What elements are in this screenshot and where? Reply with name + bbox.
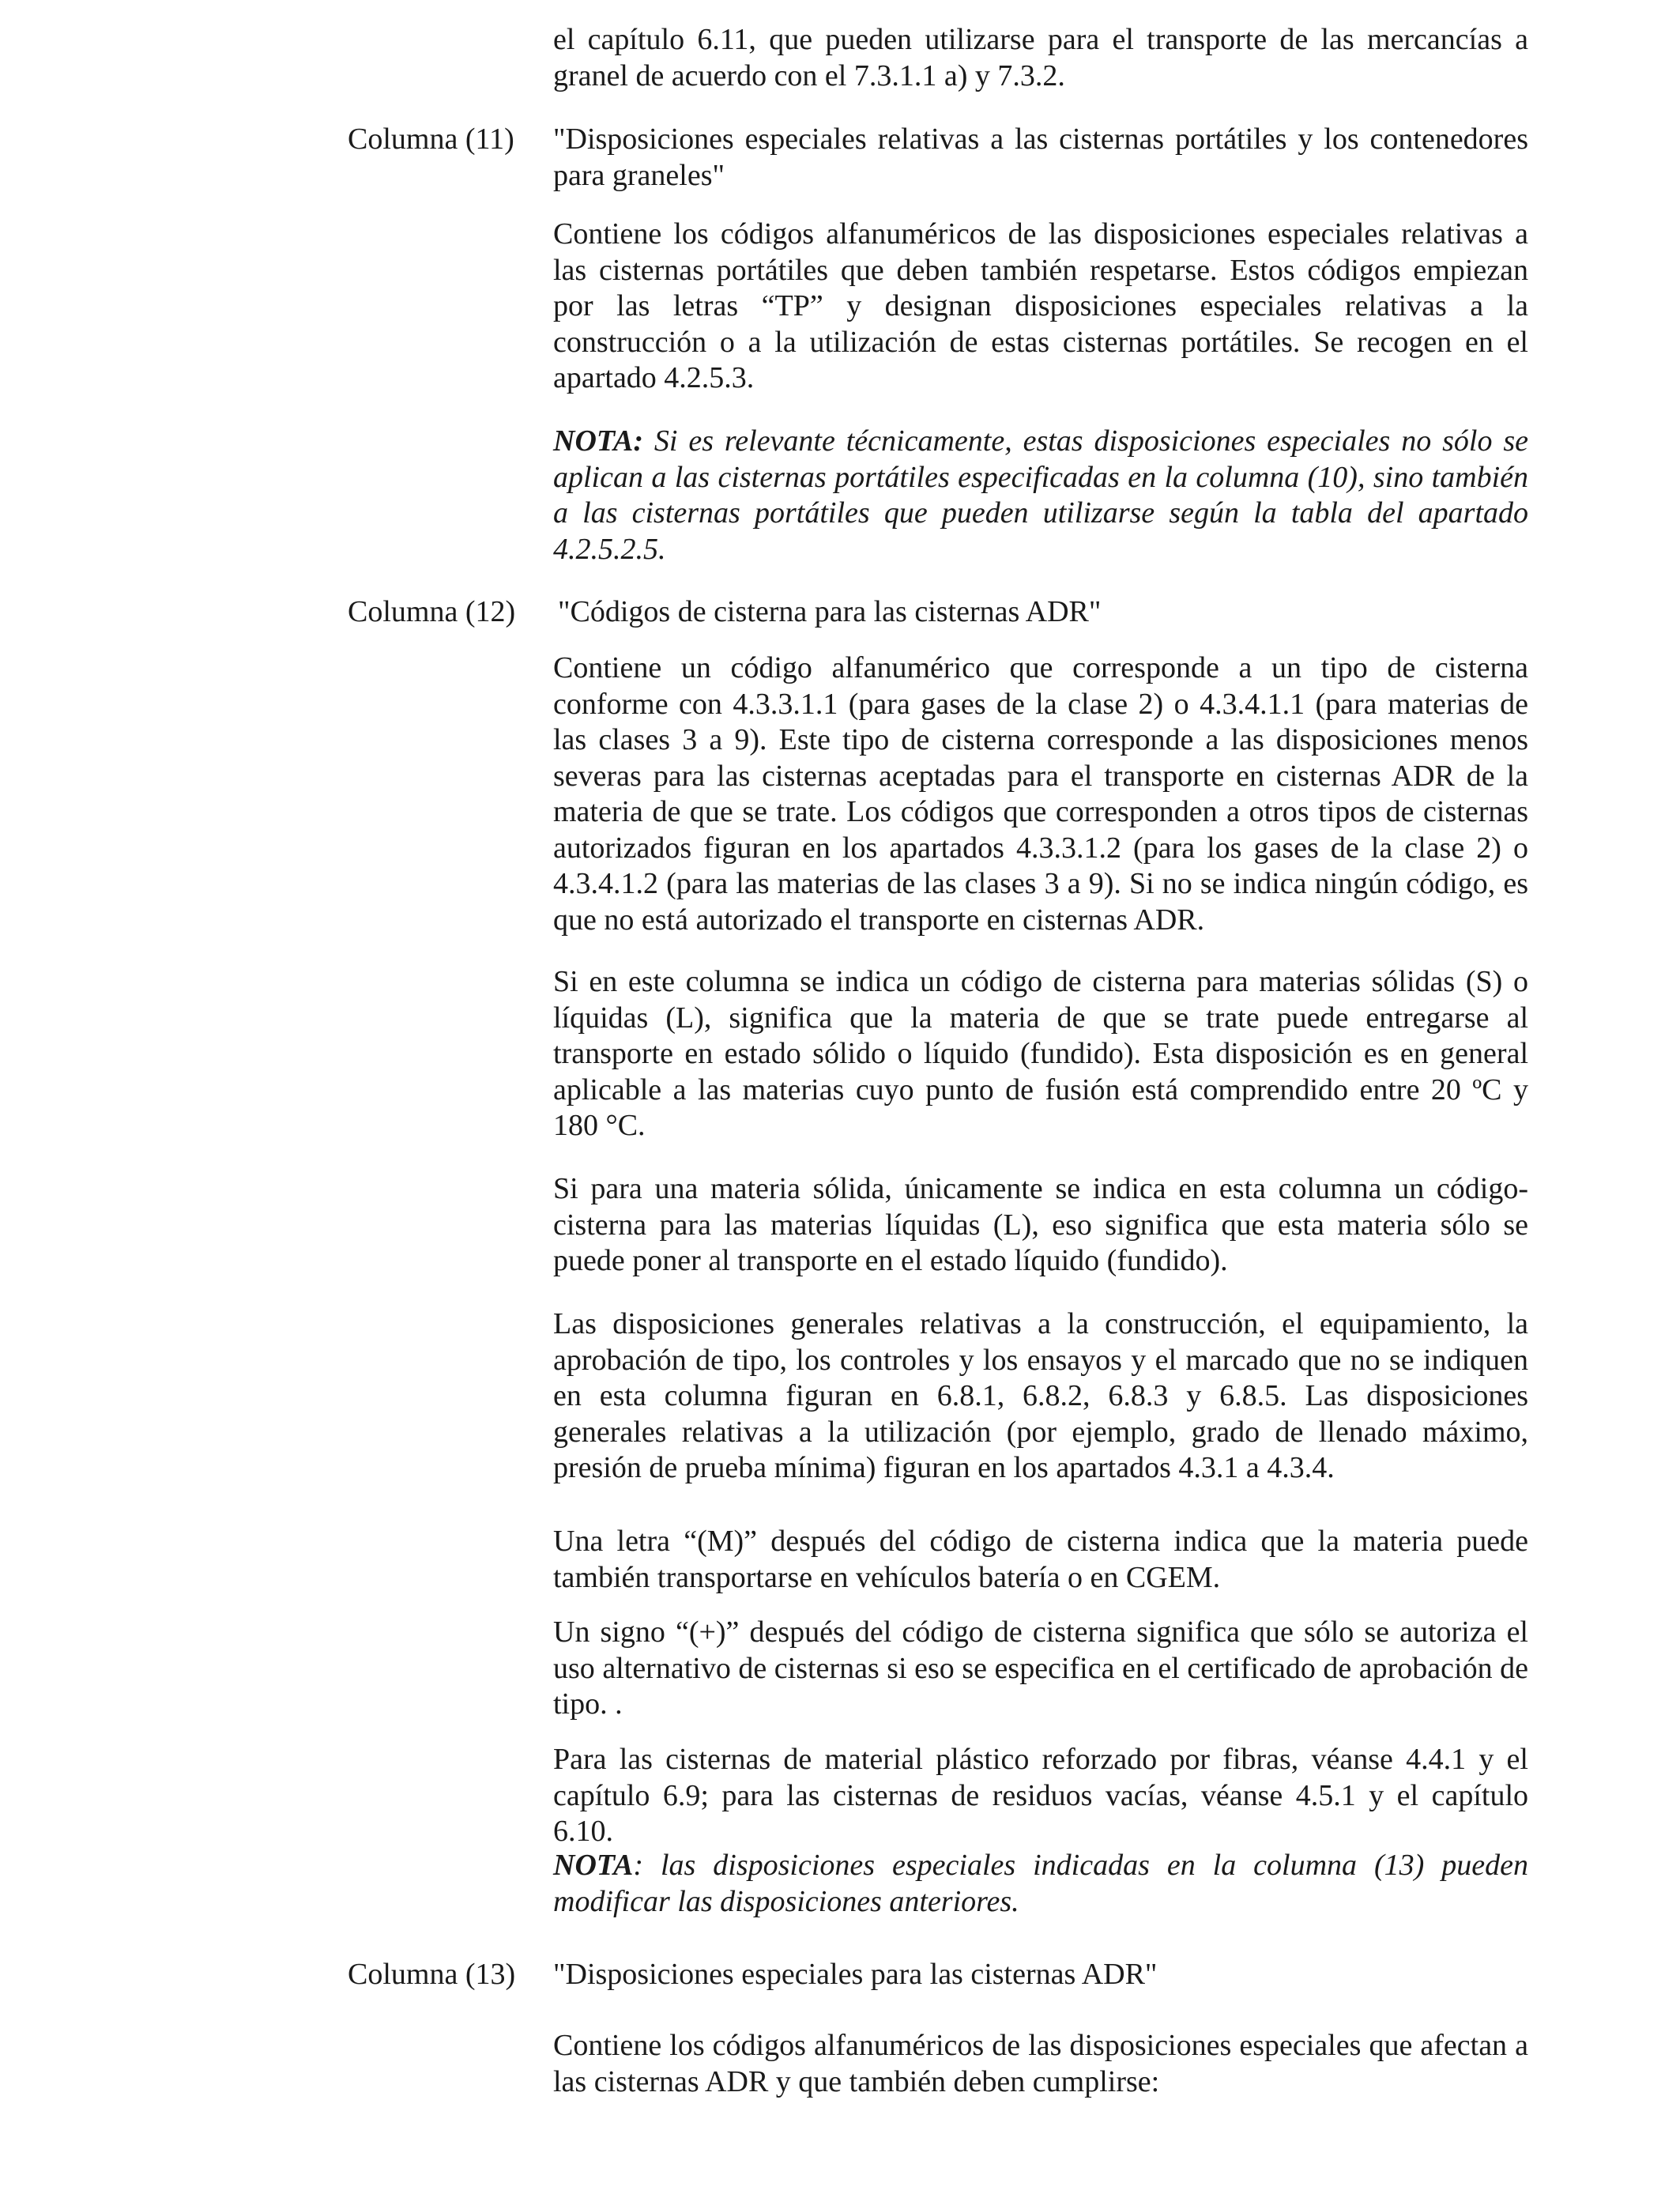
column-13-title: "Disposiciones especiales para las cisternas ADR" — [553, 1958, 1158, 1991]
column-12-paragraph-1: Contiene un código alfanumérico que corresponde a un tipo de cisterna conforme con 4.3.3.1.1 (para gases de la clase 2) o 4.3.4.1.1 (para materias de las clases 3 a 9). Este tipo de cisterna corresponde a las disposiciones menos severas para las cisternas aceptadas para el transporte en cisternas ADR de la materia de que se trate. Los códigos que corresponden a otros tipos de cisternas autorizados figuran en los apartados 4.3.3.1.2 (para los gases de la clase 2) o 4.3.4.1.2 (para las materias de las clases 3 a 9). Si no se indica ningún código, es que no está autorizado el transporte en cisternas ADR. — [553, 651, 1528, 937]
note-text: Si es relevante técnicamente, estas disposiciones especiales no sólo se aplican a las cisternas portátiles especificadas en la columna (10), sino también a las cisternas portátiles que pueden utilizarse según la tabla del apartado 4.2.5.2.5. — [553, 424, 1528, 566]
column-12-paragraph-6: Un signo “(+)” después del código de cisterna significa que sólo se autoriza el uso alternativo de cisternas si eso se especifica en el certificado de aprobación de tipo. . — [553, 1615, 1528, 1721]
intro-paragraph: el capítulo 6.11, que pueden utilizarse para el transporte de las mercancías a granel de acuerdo con el 7.3.1.1 a) y 7.3.2. — [553, 23, 1528, 92]
note-text: : las disposiciones especiales indicadas en la columna (13) pueden modificar las disposiciones anteriores. — [553, 1849, 1528, 1918]
column-13-paragraph-1: Contiene los códigos alfanuméricos de las disposiciones especiales que afectan a las cisternas ADR y que también deben cumplirse: — [553, 2029, 1528, 2098]
note-label: NOTA: — [553, 424, 643, 458]
column-11-note — [553, 424, 1528, 567]
column-11-label: Columna (11) — [348, 123, 514, 156]
column-12-paragraph-2: Si en este columna se indica un código de cisterna para materias sólidas (S) o líquidas (L), significa que la materia de que se trate puede entregarse al transporte en estado sólido o líquido (fundido). Esta disposición es en general aplicable a las materias cuyo punto de fusión está comprendido entre 20 ºC y 180 °C. — [553, 965, 1528, 1142]
column-12-note — [553, 1848, 1528, 1920]
column-12-title: "Códigos de cisterna para las cisternas ADR" — [558, 595, 1102, 628]
column-12-paragraph-5: Una letra “(M)” después del código de cisterna indica que la materia puede también transportarse en vehículos batería o en CGEM. — [553, 1525, 1528, 1594]
column-12-paragraph-7: Para las cisternas de material plástico reforzado por fibras, véanse 4.4.1 y el capítulo 6.9; para las cisternas de residuos vacías, véanse 4.5.1 y el capítulo 6.10. — [553, 1743, 1528, 1848]
column-11-title: "Disposiciones especiales relativas a las cisternas portátiles y los contenedores para graneles" — [553, 123, 1528, 192]
column-13-label: Columna (13) — [348, 1958, 516, 1991]
note-label: NOTA — [553, 1849, 634, 1882]
column-11-paragraph-1: Contiene los códigos alfanuméricos de las disposiciones especiales relativas a las cisternas portátiles que deben también respetarse. Estos códigos empiezan por las letras “TP” y designan disposiciones especiales relativas a la construcción o a la utilización de estas cisternas portátiles. Se recogen en el apartado 4.2.5.3. — [553, 217, 1528, 394]
column-12-paragraph-4: Las disposiciones generales relativas a la construcción, el equipamiento, la aprobación de tipo, los controles y los ensayos y el marcado que no se indiquen en esta columna figuran en 6.8.1, 6.8.2, 6.8.3 y 6.8.5. Las disposiciones generales relativas a la utilización (por ejemplo, grado de llenado máximo, presión de prueba mínima) figuran en los apartados 4.3.1 a 4.3.4. — [553, 1307, 1528, 1484]
column-12-label: Columna (12) — [348, 595, 516, 628]
column-12-paragraph-3: Si para una materia sólida, únicamente se indica en esta columna un código-cisterna para las materias líquidas (L), eso significa que esta materia sólo se puede poner al transporte en el estado líquido (fundido). — [553, 1172, 1528, 1277]
